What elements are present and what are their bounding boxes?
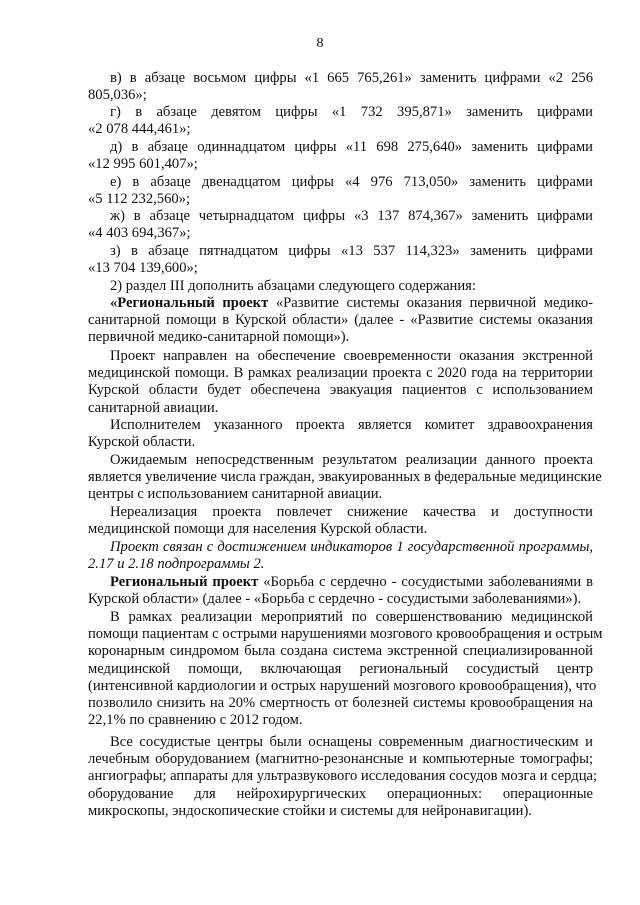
- page-number: 8: [316, 36, 324, 51]
- paragraph-aim: Проект направлен на обеспечение своевременности оказания экстренной медицинской помощи. В рамках реализации проекта с 2020 года на территории Курской области будет обеспечена эвакуация пациентов с использованием санитарной авиации.: [88, 348, 593, 416]
- list-item-z: з) в абзаце пятнадцатом цифры «13 537 114,323» заменить цифрами «13 704 139,600»;: [88, 243, 593, 277]
- project-1-heading: «Региональный проект «Развитие системы оказания первичной медико- санитарной помощи в Курской области» (далее - «Развитие системы оказания первичной медико-санитарной помощи»).: [88, 295, 593, 346]
- list-item-v: в) в абзаце восьмом цифры «1 665 765,261» заменить цифрами «2 256 805,036»;: [88, 70, 593, 104]
- section-intro: 2) раздел III дополнить абзацами следующего содержания:: [110, 278, 476, 294]
- paragraph-executor: Исполнителем указанного проекта является комитет здравоохранения Курской области.: [88, 417, 593, 451]
- list-item-d: д) в абзаце одиннадцатом цифры «11 698 275,640» заменить цифрами «12 995 601,407»;: [88, 139, 593, 173]
- paragraph-result: Ожидаемым непосредственным результатом реализации данного проекта является увеличение числа граждан, эвакуированных в федеральные медицинские центры с использованием санитарной авиации.: [88, 452, 602, 503]
- project-2-lead: Региональный проект: [110, 574, 259, 590]
- list-item-e: е) в абзаце двенадцатом цифры «4 976 713,050» заменить цифрами «5 112 232,560»;: [88, 174, 593, 208]
- paragraph-equipment: Все сосудистые центры были оснащены современным диагностическим и лечебным оборудованием (магнитно-резонансные и компьютерные томографы; ангиографы; аппараты для ультразвукового исследования сосудов мозга и сердца; оборудование для нейрохирургических операционных: операционные микроскопы, эндоскопические стойки и системы для нейронавигации).: [88, 734, 598, 819]
- paragraph-failure: Нереализация проекта повлечет снижение качества и доступности медицинской помощи для населения Курской области.: [88, 504, 593, 538]
- list-item-zh: ж) в абзаце четырнадцатом цифры «3 137 874,367» заменить цифрами «4 403 694,367»;: [88, 208, 593, 242]
- project-1-lead: «Региональный проект: [110, 295, 269, 311]
- project-2-heading: Региональный проект «Борьба с сердечно - сосудистыми заболеваниями в Курской области» (далее - «Борьба с сердечно - сосудистыми заболеваниями»).: [88, 574, 593, 608]
- list-item-g: г) в абзаце девятом цифры «1 732 395,871» заменить цифрами «2 078 444,461»;: [88, 104, 593, 138]
- paragraph-indicators: Проект связан с достижением индикаторов 1 государственной программы, 2.17 и 2.18 подпрограммы 2.: [88, 539, 593, 573]
- paragraph-measures: В рамках реализации мероприятий по совершенствованию медицинской помощи пациентам с острыми нарушениями мозгового кровообращения и острым коронарным синдромом была создана система экстренной специализированной медицинской помощи, включающая региональный сосудистый центр (интенсивной кардиологии и острых нарушений мозгового кровообращения), что позволило снизить на 20% смертность от болезней системы кровообращения на 22,1% по сравнению с 2012 годом.: [88, 609, 603, 729]
